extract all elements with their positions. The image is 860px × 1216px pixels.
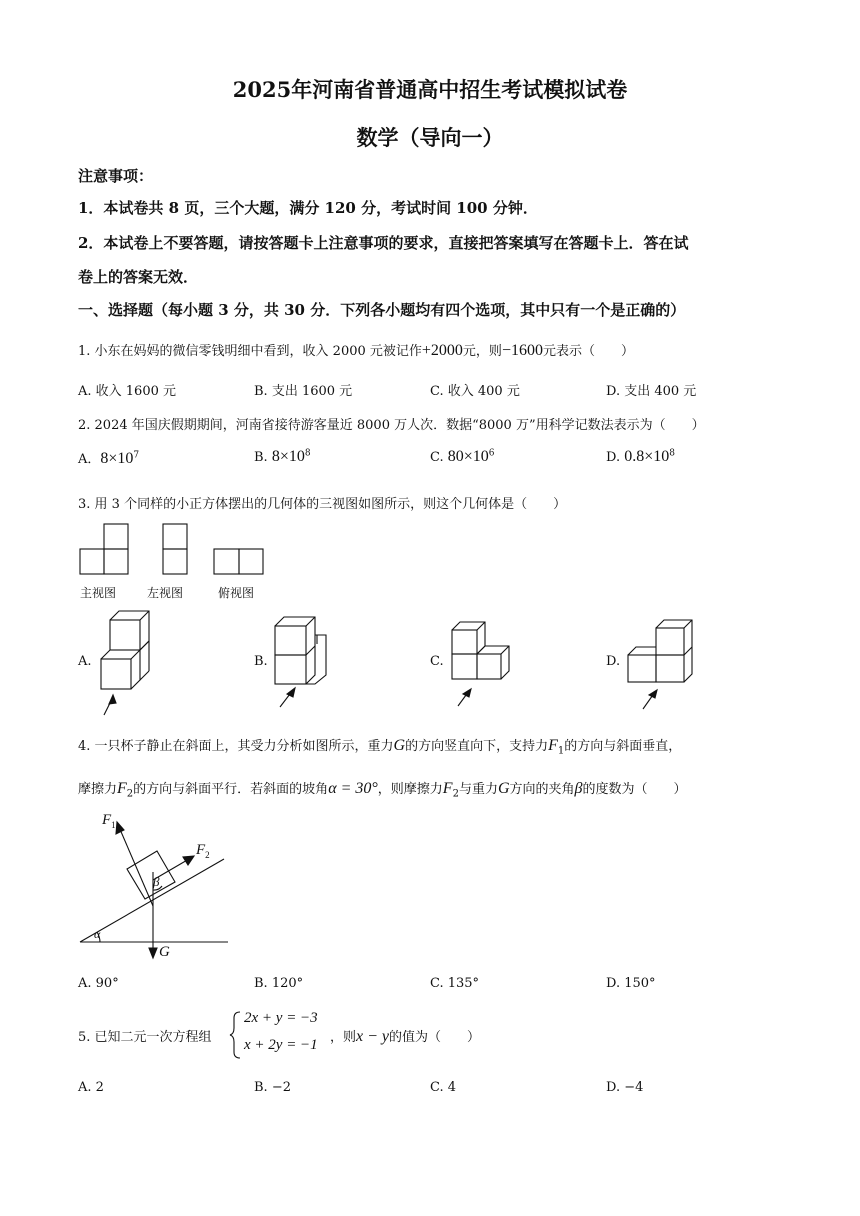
cube-figure-b (275, 617, 326, 684)
q5-stem-a: 5. 已知二元一次方程组 (78, 1030, 212, 1045)
q5-equation-1: 2x + y = −3 (244, 1010, 318, 1026)
q1-option-b: B. 支出 1600 元 (254, 384, 353, 399)
notice-heading: 注意事项： (78, 167, 154, 185)
q2-option-c: C. $80\times 10^6$ (430, 448, 495, 465)
q1-stem: 1. 小东在妈妈的微信零钱明细中看到，收入 2000 元被记作+2000元，则−1600元表示（ ） (78, 342, 634, 359)
page-title: 2025年河南省普通高中招生考试模拟试卷 (232, 77, 628, 102)
q4-stem-line1: 4. 一只杯子静止在斜面上，其受力分析如图所示，重力G的方向竖直向下，支持力$F_1$的方向与斜面垂直， (78, 737, 682, 757)
cube-figure-c (452, 622, 509, 679)
page-subtitle: 数学（导向一） (356, 125, 504, 150)
g-arrowhead (149, 948, 157, 958)
top-view-drawing (214, 549, 263, 574)
q1-option-d: D. 支出 400 元 (606, 384, 697, 399)
f1-arrowhead (116, 822, 124, 834)
q4-option-d: D. 150° (606, 976, 656, 991)
q5-option-d: D. −4 (606, 1080, 644, 1095)
f1-arrow-shaft (119, 827, 153, 906)
view-label-left: 左视图 (147, 586, 184, 600)
q5-option-c: C. 4 (430, 1080, 457, 1095)
q5-equation-2: x + 2y = −1 (244, 1037, 318, 1053)
incline-line (80, 859, 224, 942)
q2-stem: 2. 2024 年国庆假期期间，河南省接待游客量近 8000 万人次．数据“8000 万”用科学记数法表示为（ ） (78, 418, 705, 433)
q4-option-a: A. 90° (78, 976, 119, 991)
view-arrow-icons (104, 688, 657, 715)
f2-arrowhead (183, 856, 194, 865)
cube-figure-a (101, 611, 149, 689)
q1-option-a: A. 收入 1600 元 (78, 384, 177, 399)
q3-option-a: A. (78, 654, 92, 669)
q2-option-a: A．$8\times 10^7$ (78, 450, 140, 467)
q5-option-b: B. −2 (254, 1080, 291, 1095)
q4-option-b: B. 120° (254, 976, 304, 991)
fig-label-g: G (159, 944, 170, 960)
left-view-drawing (163, 524, 187, 574)
cube-figure-d (628, 620, 692, 682)
q5-option-a: A. 2 (78, 1080, 104, 1095)
fig-label-beta: β (153, 874, 160, 889)
q3-stem: 3. 用 3 个同样的小正方体摆出的几何体的三视图如图所示，则这个几何体是（ ） (78, 497, 567, 512)
q3-option-b: B. (254, 654, 268, 669)
fig-label-alpha: α (94, 927, 101, 941)
front-view-drawing (80, 524, 128, 574)
cup-block (127, 851, 175, 899)
q4-option-c: C. 135° (430, 976, 480, 991)
fig-label-f1: $F_1$ (102, 812, 116, 830)
q1-option-c: C. 收入 400 元 (430, 384, 520, 399)
q3-option-d: D. (606, 654, 621, 669)
q5-stem-b: ，则x − y的值为（ ） (330, 1028, 481, 1045)
q3-option-c: C. (430, 654, 444, 669)
notice-item-2b: 卷上的答案无效． (78, 268, 199, 286)
notice-item-2a: 2．本试卷上不要答题，请按答题卡上注意事项的要求，直接把答案填写在答题卡上．答在试 (78, 234, 689, 252)
section-heading: 一、选择题（每小题 3 分，共 30 分．下列各小题均有四个选项，其中只有一个是正确的） (78, 301, 686, 319)
q4-stem-line2: 摩擦力$F_2$的方向与斜面平行．若斜面的坡角α = 30°，则摩擦力$F_2$与重力G方向的夹角β的度数为（ ） (78, 780, 687, 800)
fig-label-f2: $F_2$ (196, 842, 210, 860)
view-label-top: 俯视图 (218, 586, 255, 600)
notice-item-1: 1．本试卷共 8 页，三个大题，满分 120 分，考试时间 100 分钟． (78, 199, 538, 217)
q2-option-b: B. $8\times 10^8$ (254, 448, 311, 465)
view-label-front: 主视图 (80, 586, 117, 600)
q2-option-d: D. $0.8\times 10^8$ (606, 448, 675, 465)
